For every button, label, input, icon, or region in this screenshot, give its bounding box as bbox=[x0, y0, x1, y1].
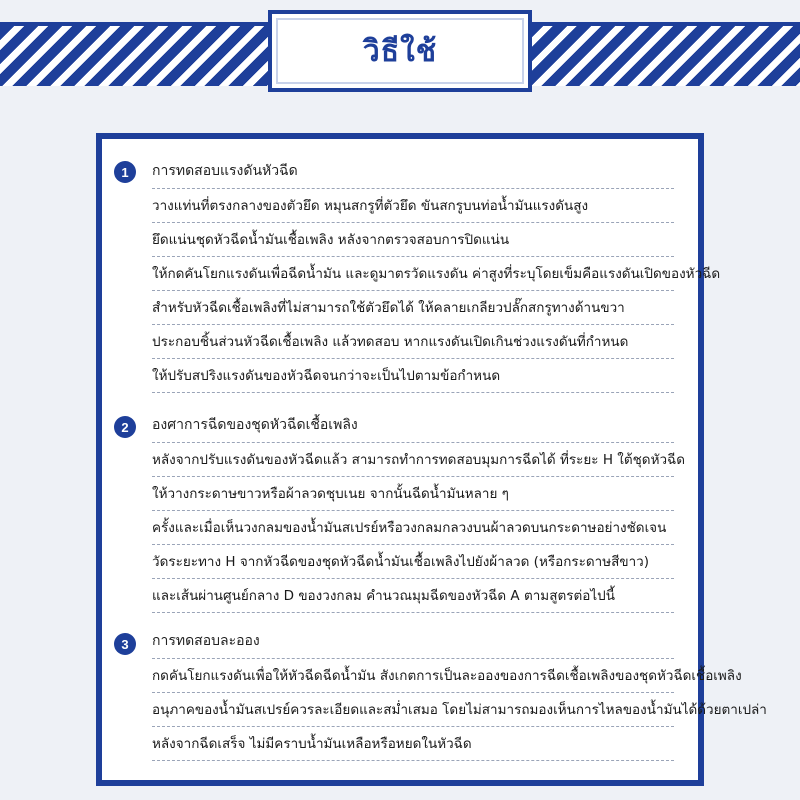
section-line: ให้วางกระดาษขาวหรือผ้าลวดชุบเนย จากนั้นฉีดน้ำมันหลาย ๆ bbox=[152, 477, 674, 511]
section-number-badge bbox=[114, 633, 136, 655]
section-heading: การทดสอบแรงดันหัวฉีด bbox=[152, 155, 674, 189]
section-line: วัดระยะทาง H จากหัวฉีดของชุดหัวฉีดน้ำมันเชื้อเพลิงไปยังผ้าลวด (หรือกระดาษสีขาว) bbox=[152, 545, 674, 579]
section-line: ยึดแน่นชุดหัวฉีดน้ำมันเชื้อเพลิง หลังจากตรวจสอบการปิดแน่น bbox=[152, 223, 674, 257]
section-line: ประกอบชิ้นส่วนหัวฉีดเชื้อเพลิง แล้วทดสอบ หากแรงดันเปิดเกินช่วงแรงดันที่กำหนด bbox=[152, 325, 674, 359]
section-line: หลังจากฉีดเสร็จ ไม่มีคราบน้ำมันเหลือหรือหยดในหัวฉีด bbox=[152, 727, 674, 761]
title-box bbox=[268, 10, 532, 92]
section-number: 2 bbox=[121, 419, 129, 435]
section-line: และเส้นผ่านศูนย์กลาง D ของวงกลม คำนวณมุมฉีดของหัวฉีด A ตามสูตรต่อไปนี้ bbox=[152, 579, 674, 613]
section-heading: การทดสอบละออง bbox=[152, 625, 674, 659]
section-number: 1 bbox=[121, 164, 129, 180]
section-line: สำหรับหัวฉีดเชื้อเพลิงที่ไม่สามารถใช้ตัวยึดได้ ให้คลายเกลียวปลั๊กสกรูทางด้านขวา bbox=[152, 291, 674, 325]
section-number-badge bbox=[114, 161, 136, 183]
section-line: ให้ปรับสปริงแรงดันของหัวฉีดจนกว่าจะเป็นไปตามข้อกำหนด bbox=[152, 359, 674, 393]
section-number-badge bbox=[114, 416, 136, 438]
section-line: ให้กดคันโยกแรงดันเพื่อฉีดน้ำมัน และดูมาตรวัดแรงดัน ค่าสูงที่ระบุโดยเข็มคือแรงดันเปิดของหัวฉีด bbox=[152, 257, 674, 291]
section-line: วางแท่นที่ตรงกลางของตัวยึด หมุนสกรูที่ตัวยึด ขันสกรูบนท่อน้ำมันแรงดันสูง bbox=[152, 189, 674, 223]
section-number: 3 bbox=[121, 636, 129, 652]
section-line: อนุภาคของน้ำมันสเปรย์ควรละเอียดและสม่ำเสมอ โดยไม่สามารถมองเห็นการไหลของน้ำมันได้ด้วยตาเปล่า bbox=[152, 693, 674, 727]
section-line: กดคันโยกแรงดันเพื่อให้หัวฉีดฉีดน้ำมัน สังเกตการเป็นละอองของการฉีดเชื้อเพลิงของชุดหัวฉีดเชื้อเพลิง bbox=[152, 659, 674, 693]
section-line: หลังจากปรับแรงดันของหัวฉีดแล้ว สามารถทำการทดสอบมุมการฉีดได้ ที่ระยะ H ใต้ชุดหัวฉีด bbox=[152, 443, 674, 477]
section-line: ครั้งและเมื่อเห็นวงกลมของน้ำมันสเปรย์หรือวงกลมกลวงบนผ้าลวดบนกระดาษอย่างชัดเจน bbox=[152, 511, 674, 545]
section-heading: องศาการฉีดของชุดหัวฉีดเชื้อเพลิง bbox=[152, 409, 674, 443]
instructions-panel bbox=[96, 133, 767, 786]
page-title: วิธีใช้ bbox=[362, 33, 438, 69]
